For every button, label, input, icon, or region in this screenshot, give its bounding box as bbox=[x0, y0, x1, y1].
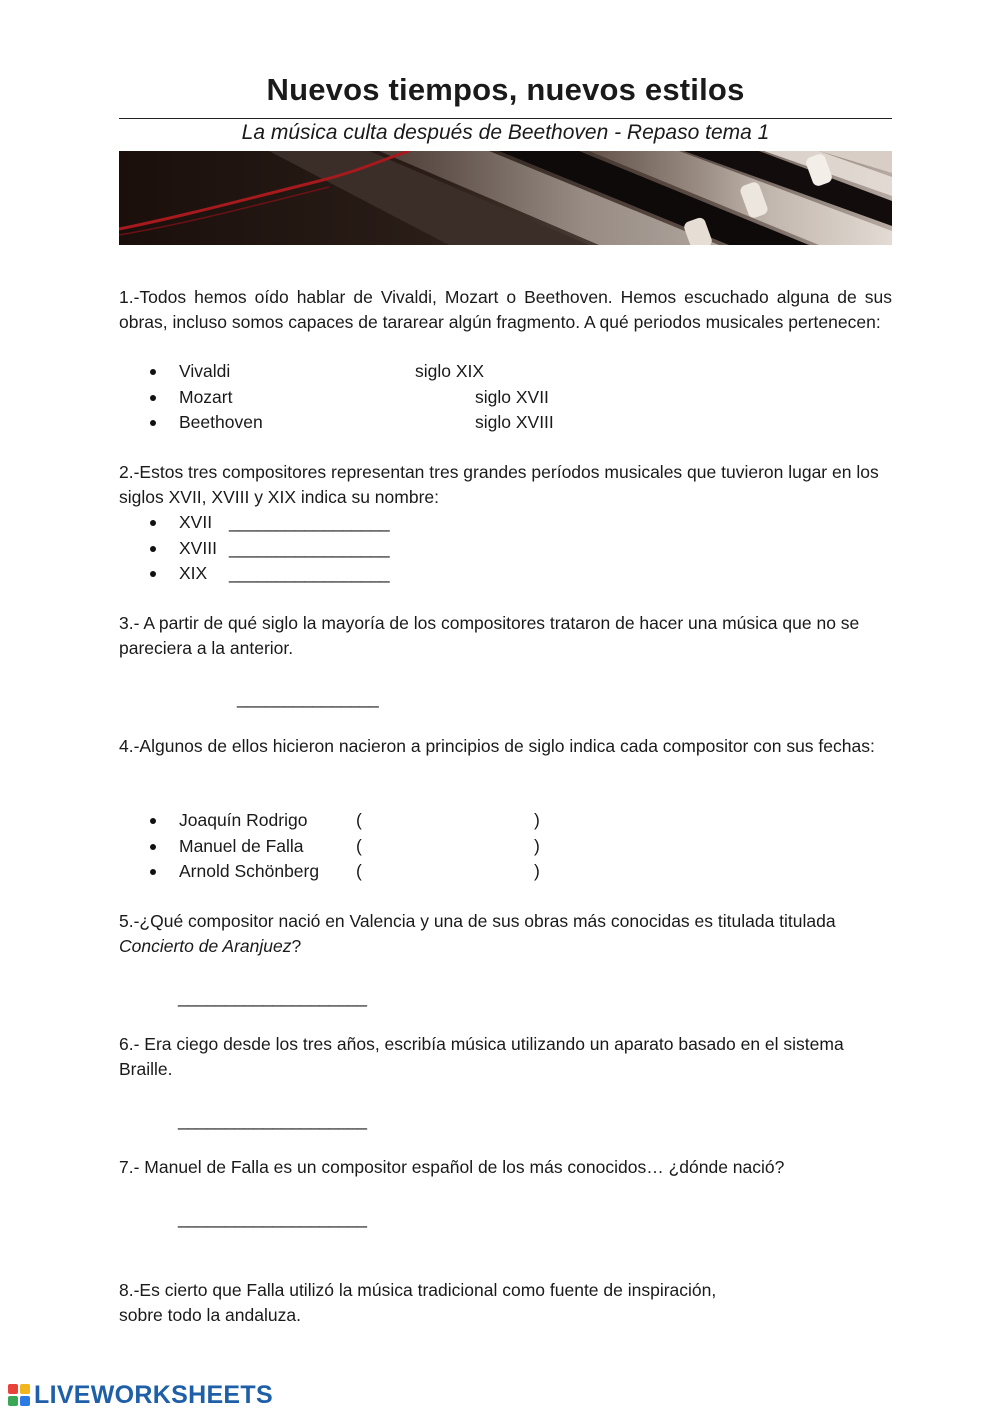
q7-answer-field[interactable]: ____________________ bbox=[178, 1208, 367, 1228]
q5-answer-field[interactable]: ____________________ bbox=[178, 987, 367, 1007]
q2-label-xix: XIX bbox=[179, 563, 208, 583]
q2-label-xvii: XVII bbox=[179, 512, 213, 532]
q4-open-paren: ( bbox=[356, 836, 362, 856]
bullet-icon bbox=[150, 520, 156, 526]
question-6-text: 6.- Era ciego desde los tres años, escribía música utilizando un aparato basado en el sistema Braille. bbox=[119, 1034, 844, 1079]
q2-answer-xviii-field[interactable]: _________________ bbox=[229, 538, 390, 558]
question-4-text: 4.-Algunos de ellos hicieron nacieron a principios de siglo indica cada compositor con sus fechas: bbox=[119, 736, 875, 756]
question-3-text: 3.- A partir de qué siglo la mayoría de los compositores trataron de hacer una música que no se pareciera a la anterior. bbox=[119, 613, 860, 658]
bullet-icon bbox=[150, 420, 156, 426]
bullet-icon bbox=[150, 571, 156, 577]
logo-grid-icon bbox=[8, 1384, 30, 1406]
q4-open-paren: ( bbox=[356, 861, 362, 881]
q1-century-xix[interactable]: siglo XIX bbox=[415, 361, 485, 381]
q1-composer-mozart[interactable]: Mozart bbox=[179, 387, 233, 407]
question-5-work-title: Concierto de Aranjuez bbox=[119, 936, 292, 956]
q4-dates-falla-field[interactable] bbox=[372, 834, 532, 859]
q4-dates-rodrigo-field[interactable] bbox=[372, 808, 532, 833]
question-7-text: 7.- Manuel de Falla es un compositor español de los más conocidos… ¿dónde nació? bbox=[119, 1157, 785, 1177]
q1-century-xvii[interactable]: siglo XVII bbox=[475, 387, 549, 407]
piano-keys-image bbox=[119, 151, 892, 245]
q4-close-paren: ) bbox=[534, 810, 540, 830]
bullet-icon bbox=[150, 869, 156, 875]
bullet-icon bbox=[150, 844, 156, 850]
q1-composer-beethoven[interactable]: Beethoven bbox=[179, 412, 263, 432]
q2-answer-xvii-field[interactable]: _________________ bbox=[229, 512, 390, 532]
bullet-icon bbox=[150, 818, 156, 824]
q1-century-xviii[interactable]: siglo XVIII bbox=[475, 412, 554, 432]
q4-composer-rodrigo: Joaquín Rodrigo bbox=[179, 810, 308, 830]
q4-composer-falla: Manuel de Falla bbox=[179, 836, 304, 856]
question-8-line-2: sobre todo la andaluza. bbox=[119, 1305, 301, 1325]
page-subtitle: La música culta después de Beethoven - Repaso tema 1 bbox=[241, 121, 770, 144]
q4-dates-schonberg-field[interactable] bbox=[372, 859, 532, 884]
question-1-text: 1.-Todos hemos oído hablar de Vivaldi, Mozart o Beethoven. Hemos escuchado alguna de sus obras, incluso somos capaces de tararear algún fragmento. A qué periodos musicales pertenecen: bbox=[119, 287, 892, 332]
question-8-line-1: 8.-Es cierto que Falla utilizó la música tradicional como fuente de inspiración, bbox=[119, 1280, 717, 1300]
q2-answer-xix-field[interactable]: _________________ bbox=[229, 563, 390, 583]
logo-text: LIVEWORKSHEETS bbox=[34, 1380, 273, 1409]
question-5-lead: 5.-¿Qué compositor nació en Valencia y una de sus obras más conocidas es titulada titulada bbox=[119, 911, 836, 931]
bullet-icon bbox=[150, 369, 156, 375]
q4-open-paren: ( bbox=[356, 810, 362, 830]
q6-answer-field[interactable]: ____________________ bbox=[178, 1110, 367, 1130]
q4-composer-schonberg: Arnold Schönberg bbox=[179, 861, 320, 881]
question-2-text: 2.-Estos tres compositores representan tres grandes períodos musicales que tuvieron lugar en los siglos XVII, XVIII y XIX indica su nombre: bbox=[119, 462, 879, 507]
q4-close-paren: ) bbox=[534, 836, 540, 856]
page-title: Nuevos tiempos, nuevos estilos bbox=[266, 72, 745, 107]
piano-keys-illustration bbox=[119, 151, 892, 245]
liveworksheets-logo[interactable] bbox=[8, 1380, 273, 1410]
q2-label-xviii: XVIII bbox=[179, 538, 217, 558]
q1-composer-vivaldi[interactable]: Vivaldi bbox=[179, 361, 231, 381]
question-5-tail: ? bbox=[291, 936, 302, 956]
q3-answer-field[interactable]: _______________ bbox=[237, 688, 379, 708]
title-divider bbox=[119, 118, 892, 119]
question-5-text bbox=[119, 909, 892, 959]
q4-close-paren: ) bbox=[534, 861, 540, 881]
bullet-icon bbox=[150, 395, 156, 401]
bullet-icon bbox=[150, 546, 156, 552]
